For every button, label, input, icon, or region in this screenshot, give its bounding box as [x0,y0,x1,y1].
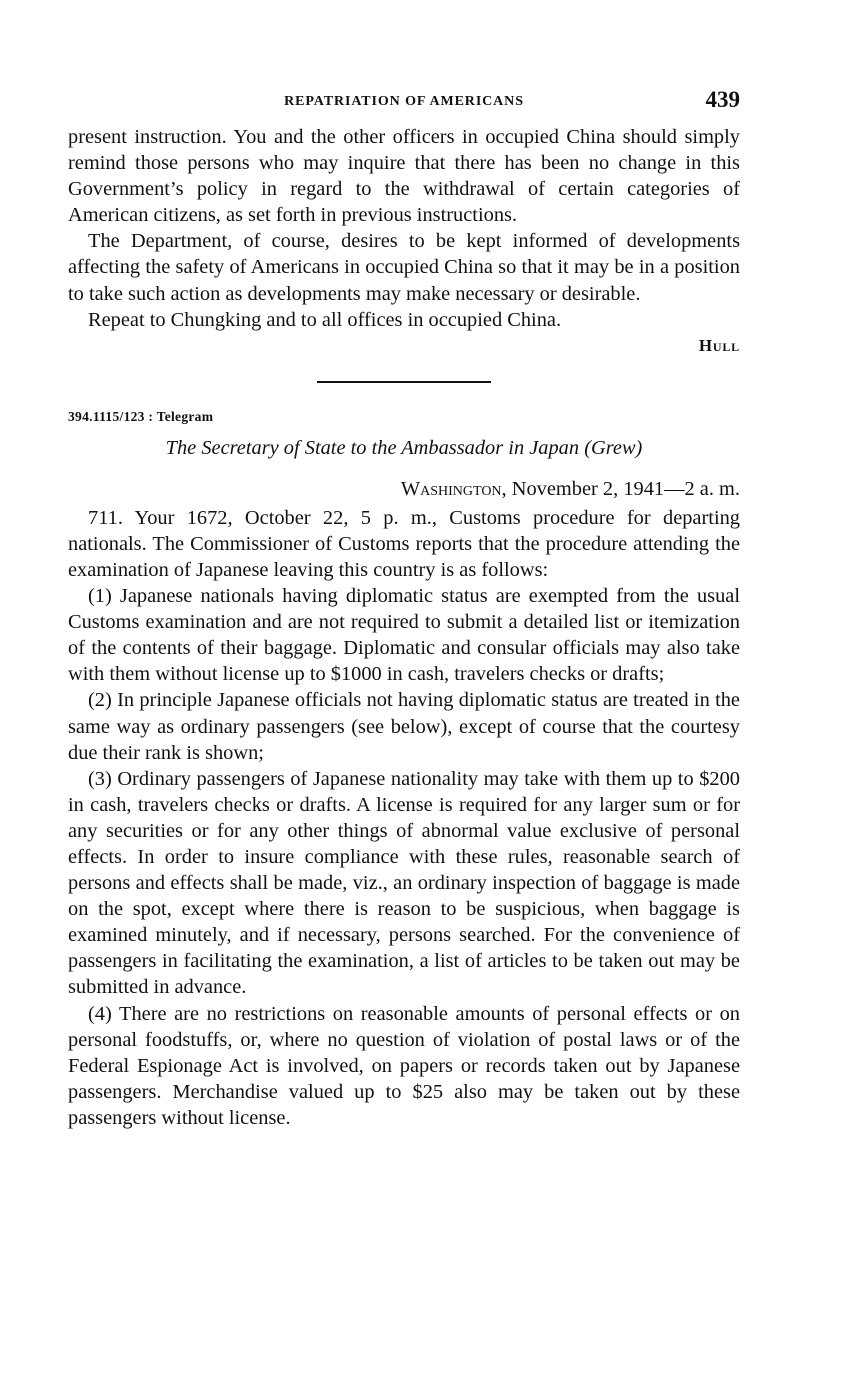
numbered-paragraph: (3) Ordinary passengers of Japanese nationality may take with them up to $200 in cash, travelers checks or drafts. A license is required for any larger sum or for any securities or for any other things of abnormal value exclusive of personal effects. In order to insure compliance with these rules, reasonable search of persons and effects shall be made, viz., an ordinary inspection of baggage is made on the spot, except where there is reason to be suspicious, when baggage is examined minutely, and if necessary, persons searched. For the convenience of passengers in facilitating the examination, a list of articles to be taken out may be submitted in advance. [68,767,740,999]
heading-name-close-paren: ) [635,436,643,459]
heading-name: Grew [590,436,636,459]
body-paragraph: The Department, of course, desires to be kept informed of developments affecting the safety of Americans in occupied China so that it may be in a position to take such action as developments may make necessary or desirable. [68,230,740,305]
body-paragraph: present instruction. You and the other officers in occupied China should simply remind those persons who may inquire that there has been no change in this Government’s policy in regard to the withdrawal of certain categories of American citizens, as set forth in previous instructions. [68,126,740,227]
numbered-paragraph: (2) In principle Japanese officials not having diplomatic status are treated in the same way as ordinary passengers (see below), except of course that the courtesy due their rank is shown; [68,689,740,764]
heading-name-open-paren: ( [584,436,591,459]
heading-main: The Secretary of State to the Ambassador in Japan [165,436,580,459]
running-header [68,84,740,124]
body-paragraph: 711. Your 1672, October 22, 5 p. m., Customs procedure for departing nationals. The Commissioner of Customs reports that the procedure attending the examination of Japanese leaving this country is as follows: [68,506,740,581]
dateline [68,478,740,501]
document-heading [68,437,740,460]
file-reference: 394.1115/123 : Telegram [68,408,214,424]
signature: Hull [698,335,740,355]
numbered-paragraph: (4) There are no restrictions on reasonable amounts of personal effects or on personal foodstuffs, or, where no question of violation of postal laws or of the Federal Espionage Act is involved, on papers or records taken out by Japanese passengers. Merchandise valued up to $25 also may be taken out by these passengers without license. [68,1002,740,1129]
page-number: 439 [705,87,740,112]
dateline-time: November 2, 1941—2 a. m. [511,477,740,500]
document-page [68,84,740,1131]
section-divider [317,381,491,383]
numbered-paragraph: (1) Japanese nationals having diplomatic status are exempted from the usual Customs examination and are not required to submit a detailed list or itemization of the contents of their baggage. Diplomatic and consular officials may also take with them without license up to $1000 in cash, travelers checks or drafts; [68,585,740,686]
running-title: REPATRIATION OF AMERICANS [284,94,524,109]
dateline-place: Washington, [400,477,507,500]
body-paragraph: Repeat to Chungking and to all offices in occupied China. [88,308,562,331]
